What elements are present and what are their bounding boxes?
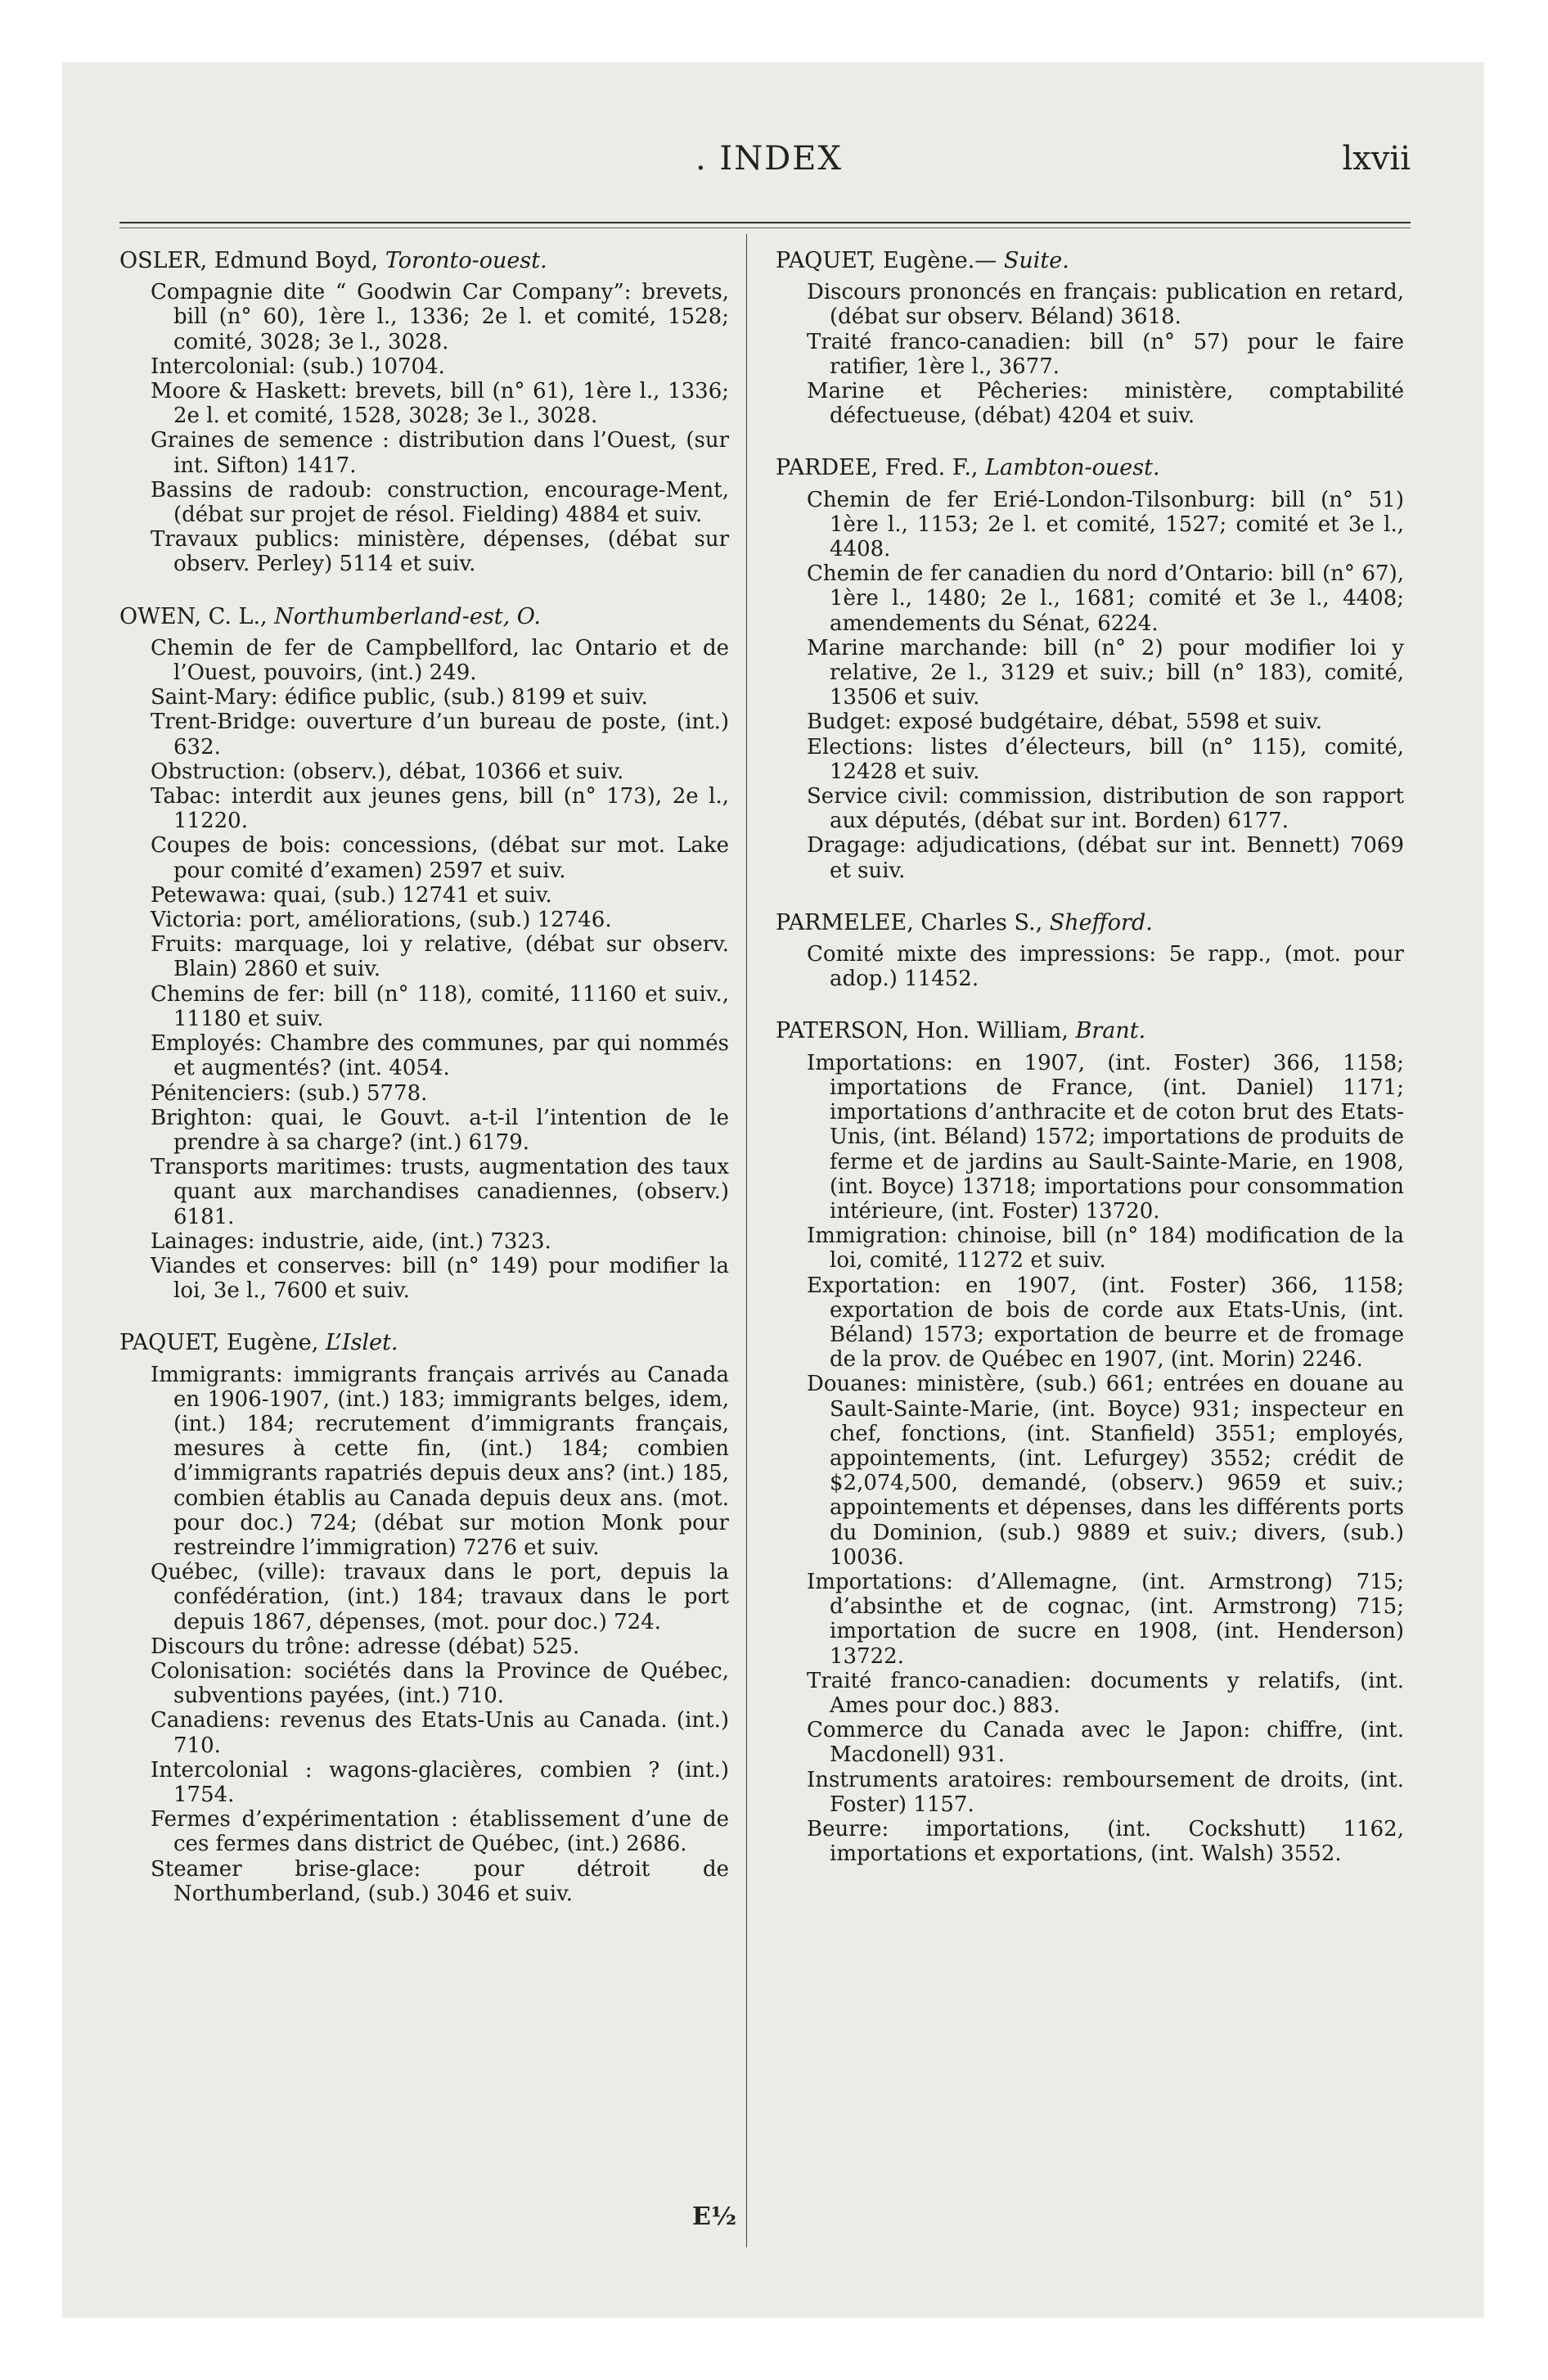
index-entry: Coupes de bois: concessions, (débat sur mot. Lake pour comité d’examen) 2597 et suiv. — [151, 833, 729, 883]
person-riding: Toronto-ouest. — [385, 248, 547, 273]
person-riding: Shefford. — [1049, 909, 1153, 935]
index-entry: Travaux publics: ministère, dépenses, (débat sur observ. Perley) 5114 et suiv. — [151, 527, 729, 577]
index-entry: Commerce du Canada avec le Japon: chiffre, (int. Macdonell) 931. — [807, 1718, 1404, 1768]
person-heading — [776, 249, 1404, 273]
index-person-block — [776, 911, 1404, 992]
person-heading — [119, 605, 729, 629]
index-entry: Marine et Pêcheries: ministère, comptabilité défectueuse, (débat) 4204 et suiv. — [807, 379, 1404, 429]
index-entry: Transports maritimes: trusts, augmentation des taux quant aux marchandises canadiennes, (observ.) 6181. — [151, 1155, 729, 1229]
index-entry: Elections: listes d’électeurs, bill (n° 115), comité, 12428 et suiv. — [807, 734, 1404, 784]
index-entry: Intercolonial : wagons-glacières, combien ? (int.) 1754. — [151, 1757, 729, 1807]
index-entry: Traité franco-canadien: documents y relatifs, (int. Ames pour doc.) 883. — [807, 1668, 1404, 1718]
index-person-block — [776, 1019, 1404, 1866]
person-name: PATERSON, Hon. William, — [776, 1018, 1069, 1044]
index-person-block — [119, 605, 729, 1304]
index-entry: Québec, (ville): travaux dans le port, depuis la confédération, (int.) 184; travaux dans le port depuis 1867, dépenses, (mot. pour doc.) 724. — [151, 1560, 729, 1634]
person-riding: Suite. — [1003, 248, 1069, 273]
index-entry: Viandes et conserves: bill (n° 149) pour modifier la loi, 3e l., 7600 et suiv. — [151, 1253, 729, 1304]
person-heading — [119, 249, 729, 273]
index-entry: Employés: Chambre des communes, par qui nommés et augmentés? (int. 4054. — [151, 1031, 729, 1081]
index-entry: Beurre: importations, (int. Cockshutt) 1162, importations et exportations, (int. Walsh) 3552. — [807, 1816, 1404, 1867]
index-entry: Chemin de fer canadien du nord d’Ontario: bill (n° 67), 1ère l., 1480; 2e l., 1681; comité et 3e l., 4408; amendements du Sénat, 6224. — [807, 561, 1404, 636]
index-entry: Importations: d’Allemagne, (int. Armstrong) 715; d’absinthe et de cognac, (int. Armstrong) 715; importation de sucre en 1908, (int. Henderson) 13722. — [807, 1569, 1404, 1669]
index-entry: Exportation: en 1907, (int. Foster) 366, 1158; exportation de bois de corde aux Etats-Unis, (int. Béland) 1573; exportation de beurre et de fromage de la prov. de Québec en 1907, (int. Morin) 2246. — [807, 1273, 1404, 1373]
index-entry: Fruits: marquage, loi y relative, (débat sur observ. Blain) 2860 et suiv. — [151, 932, 729, 982]
index-entry: Traité franco-canadien: bill (n° 57) pour le faire ratifier, 1ère l., 3677. — [807, 329, 1404, 379]
person-heading — [776, 911, 1404, 935]
person-riding: L’Islet. — [325, 1330, 398, 1356]
index-entry: Service civil: commission, distribution de son rapport aux députés, (débat sur int. Borden) 6177. — [807, 784, 1404, 834]
index-entry: Pénitenciers: (sub.) 5778. — [151, 1080, 428, 1106]
person-riding: Northumberland-est, O. — [274, 603, 541, 629]
person-name: OSLER, Edmund Boyd, — [119, 248, 379, 273]
index-entry: Trent-Bridge: ouverture d’un bureau de poste, (int.) 632. — [151, 710, 729, 760]
index-entry: Fermes d’expérimentation : établissement d’une de ces fermes dans district de Québec, (int.) 2686. — [151, 1807, 729, 1857]
person-name: PARDEE, Fred. F., — [776, 455, 979, 481]
person-heading — [776, 1019, 1404, 1044]
index-entry: Tabac: interdit aux jeunes gens, bill (n° 173), 2e l., 11220. — [151, 784, 729, 834]
index-entry: Moore & Haskett: brevets, bill (n° 61), 1ère l., 1336; 2e l. et comité, 1528, 3028; 3e l., 3028. — [151, 379, 729, 429]
index-person-block — [776, 249, 1404, 428]
person-name: PAQUET, Eugène, — [119, 1330, 319, 1356]
signature-mark: E½ — [692, 2202, 737, 2231]
index-entry: Instruments aratoires: remboursement de droits, (int. Foster) 1157. — [807, 1767, 1404, 1817]
index-person-block — [119, 1331, 729, 1906]
index-entry: Dragage: adjudications, (débat sur int. Bennett) 7069 et suiv. — [807, 833, 1404, 883]
header-rule — [119, 222, 1411, 223]
index-entry: Budget: exposé budgétaire, débat, 5598 et suiv. — [807, 710, 1322, 735]
index-entry: Obstruction: (observ.), débat, 10366 et suiv. — [151, 759, 624, 784]
page-number: lxvii — [1342, 140, 1411, 178]
page-title: . INDEX — [695, 140, 843, 178]
index-entry: Chemin de fer Erié-London-Tilsonburg: bill (n° 51) 1ère l., 1153; 2e l. et comité, 1527; comité et 3e l., 4408. — [807, 487, 1404, 562]
index-person-block — [776, 456, 1404, 882]
index-entry: Victoria: port, améliorations, (sub.) 12746. — [151, 908, 612, 933]
person-name: PARMELEE, Charles S., — [776, 909, 1043, 935]
index-entry: Graines de semence : distribution dans l’Ouest, (sur int. Sifton) 1417. — [151, 428, 729, 478]
entry-list — [776, 942, 1404, 991]
index-entry: Brighton: quai, le Gouvt. a-t-il l’intention de le prendre à sa charge? (int.) 6179. — [151, 1105, 729, 1155]
index-entry: Marine marchande: bill (n° 2) pour modifier loi y relative, 2e l., 3129 et suiv.; bill (n° 183), comité, 13506 et suiv. — [807, 635, 1404, 710]
index-entry: Discours du trône: adresse (débat) 525. — [151, 1634, 580, 1659]
index-entry: Steamer brise-glace: pour détroit de Northumberland, (sub.) 3046 et suiv. — [151, 1856, 729, 1906]
index-entry: Chemin de fer de Campbellford, lac Ontario et de l’Ouest, pouvoirs, (int.) 249. — [151, 635, 729, 686]
index-entry: Immigration: chinoise, bill (n° 184) modification de la loi, comité, 11272 et suiv. — [807, 1224, 1404, 1273]
index-entry: Saint-Mary: édifice public, (sub.) 8199 et suiv. — [151, 685, 648, 710]
index-entry: Discours prononcés en français: publication en retard, (débat sur observ. Béland) 3618. — [807, 280, 1404, 330]
person-riding: Lambton-ouest. — [985, 455, 1160, 481]
index-entry: Compagnie dite “ Goodwin Car Company”: brevets, bill (n° 60), 1ère l., 1336; 2e l. et comité, 1528; comité, 3028; 3e l., 3028. — [151, 280, 729, 354]
index-entry: Douanes: ministère, (sub.) 661; entrées en douane au Sault-Sainte-Marie, (int. Boyce) 931; inspecteur en chef, fonctions, (int. Stanfield) 3551; employés, appointements, (int. Lefurgey) 3552; crédit de $2,074,500, demandé, (observ.) 9659 et suiv.; appointements et dépenses, dans les différents ports du Dominion, (sub.) 9889 et suiv.; divers, (sub.) 10036. — [807, 1372, 1404, 1570]
index-entry: Importations: en 1907, (int. Foster) 366, 1158; importations de France, (int. Daniel) 1171; importations d’anthracite et de coton brut des Etats-Unis, (int. Béland) 1572; importations de produits de ferme et de jardins au Sault-Sainte-Marie, en 1908, (int. Boyce) 13718; importations pour consommation intérieure, (int. Foster) 13720. — [807, 1050, 1404, 1224]
person-name: PAQUET, Eugène.— — [776, 248, 997, 273]
page-header — [128, 140, 1411, 189]
person-name: OWEN, C. L., — [119, 603, 268, 629]
index-entry: Lainages: industrie, aide, (int.) 7323. — [151, 1228, 551, 1254]
index-entry: Intercolonial: (sub.) 10704. — [151, 354, 445, 379]
person-heading — [119, 1331, 729, 1355]
entry-list — [119, 636, 729, 1303]
entry-list — [119, 1363, 729, 1906]
entry-list — [776, 280, 1404, 428]
index-entry: Comité mixte des impressions: 5e rapp., (mot. pour adop.) 11452. — [807, 942, 1404, 992]
index-entry: Canadiens: revenus des Etats-Unis au Canada. (int.) 710. — [151, 1708, 729, 1758]
entry-list — [776, 1051, 1404, 1867]
person-riding: Brant. — [1075, 1018, 1146, 1044]
left-column — [119, 249, 729, 1918]
right-column — [776, 249, 1404, 1877]
index-entry: Colonisation: sociétés dans la Province de Québec, subventions payées, (int.) 710. — [151, 1658, 729, 1709]
index-entry: Chemins de fer: bill (n° 118), comité, 11160 et suiv., 11180 et suiv. — [151, 981, 729, 1031]
page-sheet — [62, 62, 1484, 2318]
column-divider — [746, 234, 747, 2247]
index-entry: Petewawa: quai, (sub.) 12741 et suiv. — [151, 882, 552, 908]
index-entry: Bassins de radoub: construction, encourage-Ment, (débat sur projet de résol. Fielding) 4884 et suiv. — [151, 477, 729, 528]
index-entry: Immigrants: immigrants français arrivés au Canada en 1906-1907, (int.) 183; immigrants belges, idem, (int.) 184; recrutement d’immigrants français, mesures à cette fin, (int.) 184; combien d’immigrants rapatriés depuis deux ans? (int.) 185, combien établis au Canada depuis deux ans. (mot. pour doc.) 724; (débat sur motion Monk pour restreindre l’immigration) 7276 et suiv. — [151, 1362, 729, 1560]
entry-list — [119, 280, 729, 576]
index-person-block — [119, 249, 729, 577]
person-heading — [776, 456, 1404, 480]
entry-list — [776, 488, 1404, 883]
